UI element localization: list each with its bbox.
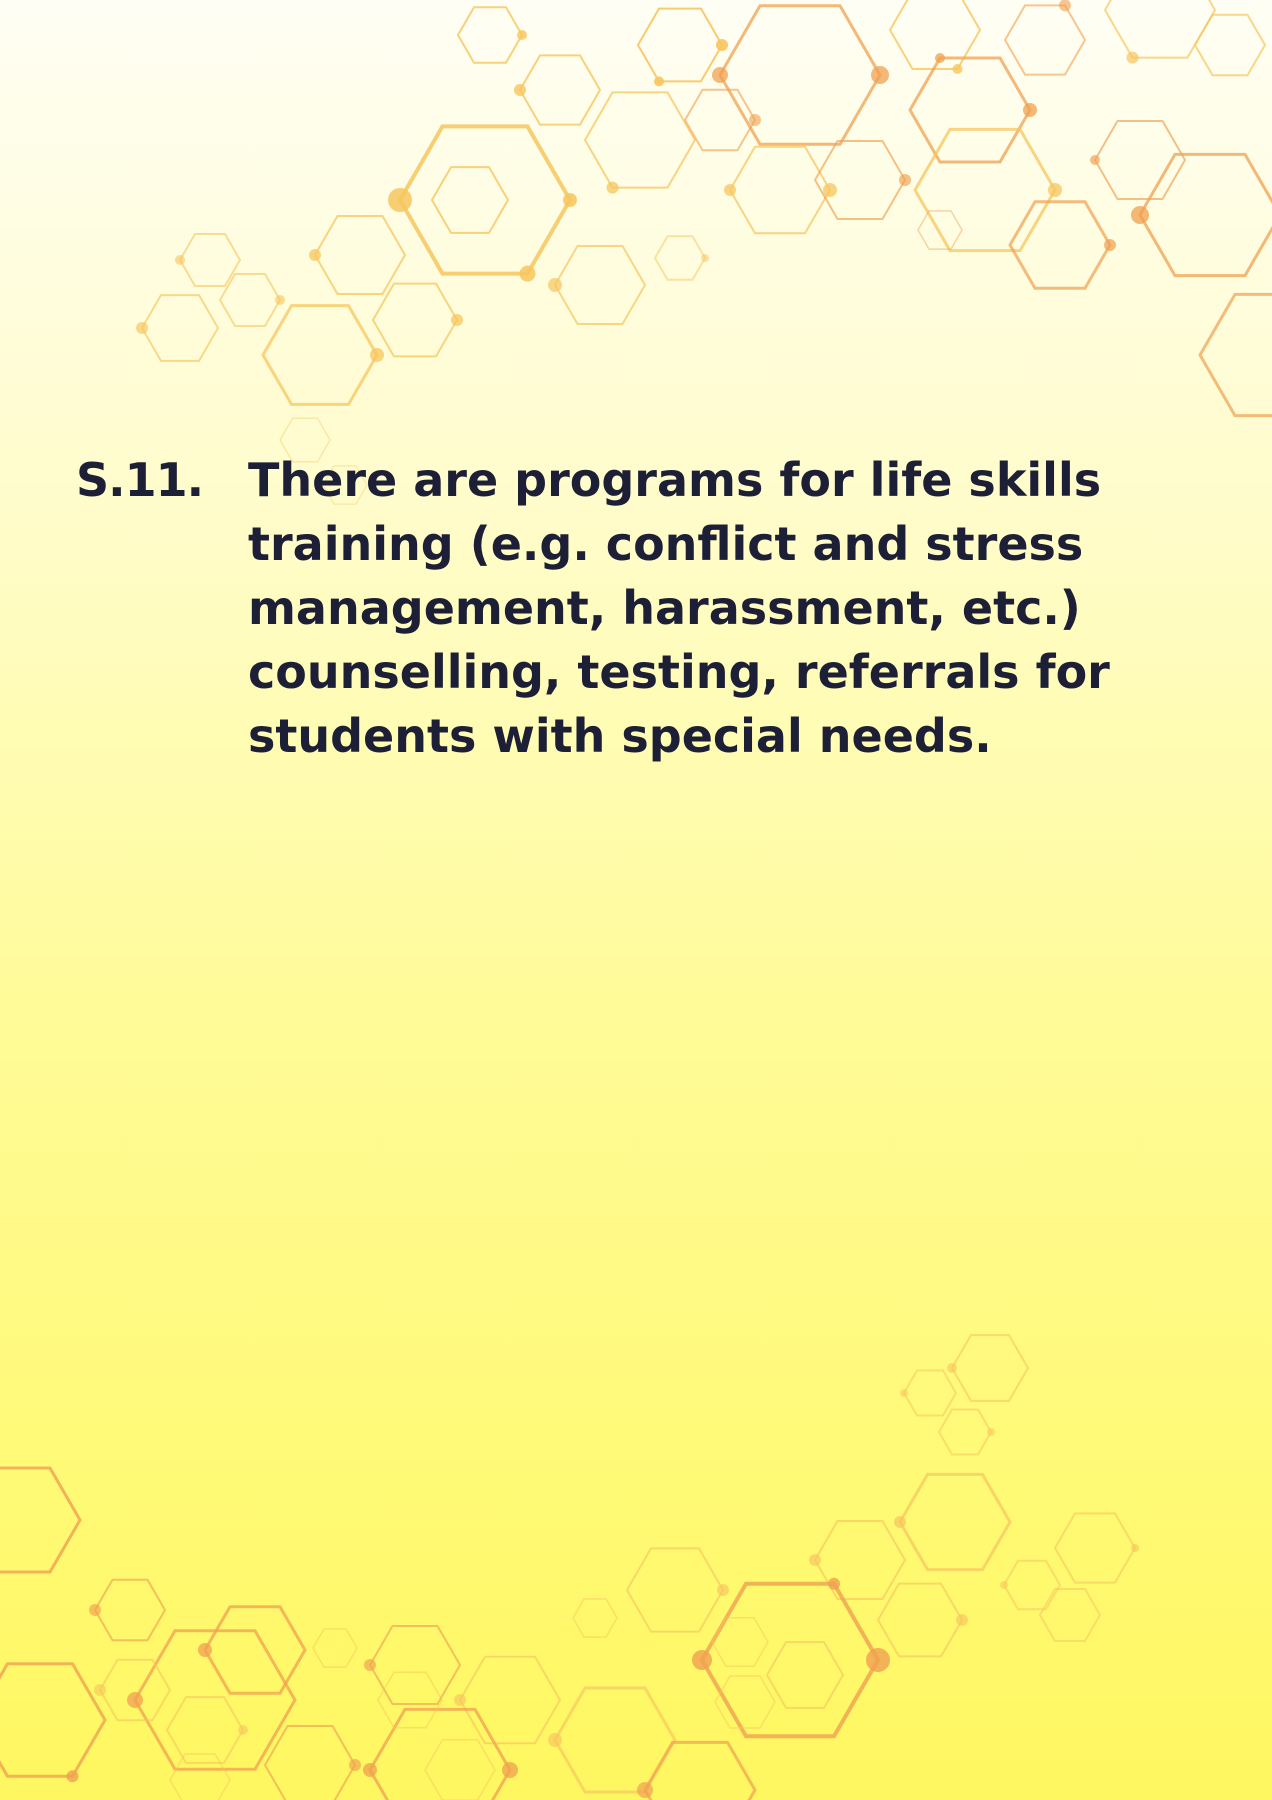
- hexagon-shape: [815, 141, 905, 219]
- hexagon-shape: [167, 1697, 243, 1763]
- hexagon-shape: [900, 1474, 1010, 1569]
- node-dot: [127, 1692, 143, 1708]
- hexagon-shape: [460, 1657, 560, 1744]
- hexagon-shape: [952, 1335, 1028, 1401]
- node-dot: [894, 1516, 906, 1528]
- node-dot: [364, 1659, 376, 1671]
- node-dot: [548, 278, 562, 292]
- node-dot: [309, 249, 321, 261]
- hexagon-shape: [638, 9, 722, 82]
- hexagon-shape: [458, 7, 522, 62]
- node-dot: [175, 255, 185, 265]
- statement-text: There are programs for life skills training (e.g. conflict and stress management, harassment, etc.) counselling, testing, referrals for students with special needs.: [248, 453, 1110, 763]
- node-dot: [454, 1694, 466, 1706]
- node-dot: [701, 254, 709, 262]
- node-dot: [935, 53, 945, 63]
- node-dot: [716, 39, 728, 51]
- hexagon-shape: [1010, 202, 1110, 289]
- node-dot: [947, 1363, 957, 1373]
- node-dot: [238, 1725, 248, 1735]
- hexagon-shape: [1195, 15, 1265, 76]
- node-dot: [1090, 155, 1100, 165]
- hexagon-shape: [655, 236, 705, 279]
- node-dot: [275, 295, 285, 305]
- node-dot: [514, 84, 526, 96]
- node-dot: [1127, 52, 1139, 64]
- hexagon-shape: [400, 126, 570, 273]
- hexagon-shape: [313, 1629, 357, 1667]
- hexagon-shape: [520, 55, 600, 124]
- node-dot: [749, 114, 761, 126]
- node-dot: [1023, 103, 1037, 117]
- hexagon-shape: [170, 1754, 230, 1800]
- hexagon-shape: [918, 211, 962, 249]
- hexagon-shape: [0, 1664, 105, 1777]
- node-dot: [67, 1770, 79, 1782]
- node-dot: [451, 314, 463, 326]
- node-dot: [136, 322, 148, 334]
- node-dot: [1131, 1544, 1139, 1552]
- node-dot: [370, 348, 384, 362]
- node-dot: [1104, 239, 1116, 251]
- hexagon-shape: [1004, 1561, 1060, 1609]
- node-dot: [866, 1648, 890, 1672]
- node-dot: [1131, 206, 1149, 224]
- node-dot: [712, 67, 728, 83]
- hexagon-shape: [265, 1726, 355, 1800]
- hexagon-shape: [373, 284, 457, 357]
- node-dot: [607, 182, 619, 194]
- hexagon-shape: [1005, 5, 1085, 74]
- hexagon-cluster-top: [136, 0, 1272, 504]
- node-dot: [692, 1650, 712, 1670]
- hexagon-shape: [135, 1631, 295, 1770]
- node-dot: [363, 1763, 377, 1777]
- hexagon-shape: [180, 234, 240, 286]
- hexagon-shape: [627, 1548, 723, 1631]
- hexagon-shape: [915, 129, 1055, 250]
- hexagon-shape: [0, 1468, 80, 1572]
- hexagon-shape: [555, 246, 645, 324]
- node-dot: [563, 193, 577, 207]
- node-dot: [828, 1578, 840, 1590]
- node-dot: [900, 1389, 908, 1397]
- node-dot: [717, 1584, 729, 1596]
- node-dot: [1048, 183, 1062, 197]
- node-dot: [823, 183, 837, 197]
- hexagon-shape: [220, 274, 280, 326]
- node-dot: [899, 174, 911, 186]
- hexagon-shape: [425, 1740, 495, 1800]
- hexagon-shape: [910, 58, 1030, 162]
- node-dot: [548, 1733, 562, 1747]
- hexagon-shape: [370, 1626, 460, 1704]
- hexagon-shape: [100, 1660, 170, 1721]
- hexagon-shape: [815, 1521, 905, 1599]
- hexagon-shape: [645, 1742, 755, 1800]
- hexagon-shape: [1040, 1589, 1100, 1641]
- hexagon-shape: [315, 216, 405, 294]
- hexagon-shape: [904, 1371, 956, 1416]
- node-dot: [1059, 0, 1071, 11]
- node-dot: [987, 1428, 995, 1436]
- node-dot: [724, 184, 736, 196]
- hexagon-shape: [1055, 1513, 1135, 1582]
- node-dot: [198, 1643, 212, 1657]
- hexagon-shape: [939, 1410, 991, 1455]
- node-dot: [517, 30, 527, 40]
- hexagon-shape: [142, 295, 218, 361]
- hexagon-shape: [1200, 294, 1272, 415]
- node-dot: [388, 188, 412, 212]
- hexagon-shape: [702, 1584, 878, 1736]
- hexagon-shape: [1105, 0, 1215, 58]
- hexagon-cluster-bottom: [0, 1335, 1139, 1800]
- node-dot: [94, 1684, 106, 1696]
- node-dot: [654, 76, 664, 86]
- hexagon-shape: [263, 306, 377, 405]
- node-dot: [809, 1554, 821, 1566]
- hexagon-shape: [730, 147, 830, 234]
- hexagon-shape: [1140, 154, 1272, 275]
- hexagon-shape: [205, 1607, 305, 1694]
- hexagon-shape: [878, 1584, 962, 1657]
- node-dot: [89, 1604, 101, 1616]
- hexagon-shape: [720, 6, 880, 145]
- node-dot: [349, 1759, 361, 1771]
- hexagon-shape: [767, 1642, 843, 1708]
- statement-number: S.11.: [76, 453, 204, 507]
- hexagon-shape: [432, 167, 508, 233]
- hexagon-shape: [378, 1672, 442, 1727]
- hexagon-shape: [95, 1580, 165, 1641]
- node-dot: [520, 266, 536, 282]
- hexagon-shape: [555, 1688, 675, 1792]
- node-dot: [502, 1762, 518, 1778]
- node-dot: [871, 66, 889, 84]
- node-dot: [953, 64, 963, 74]
- node-dot: [637, 1782, 653, 1798]
- node-dot: [956, 1614, 968, 1626]
- node-dot: [1000, 1581, 1008, 1589]
- hexagon-shape: [585, 92, 695, 187]
- hexagon-shape: [573, 1599, 617, 1637]
